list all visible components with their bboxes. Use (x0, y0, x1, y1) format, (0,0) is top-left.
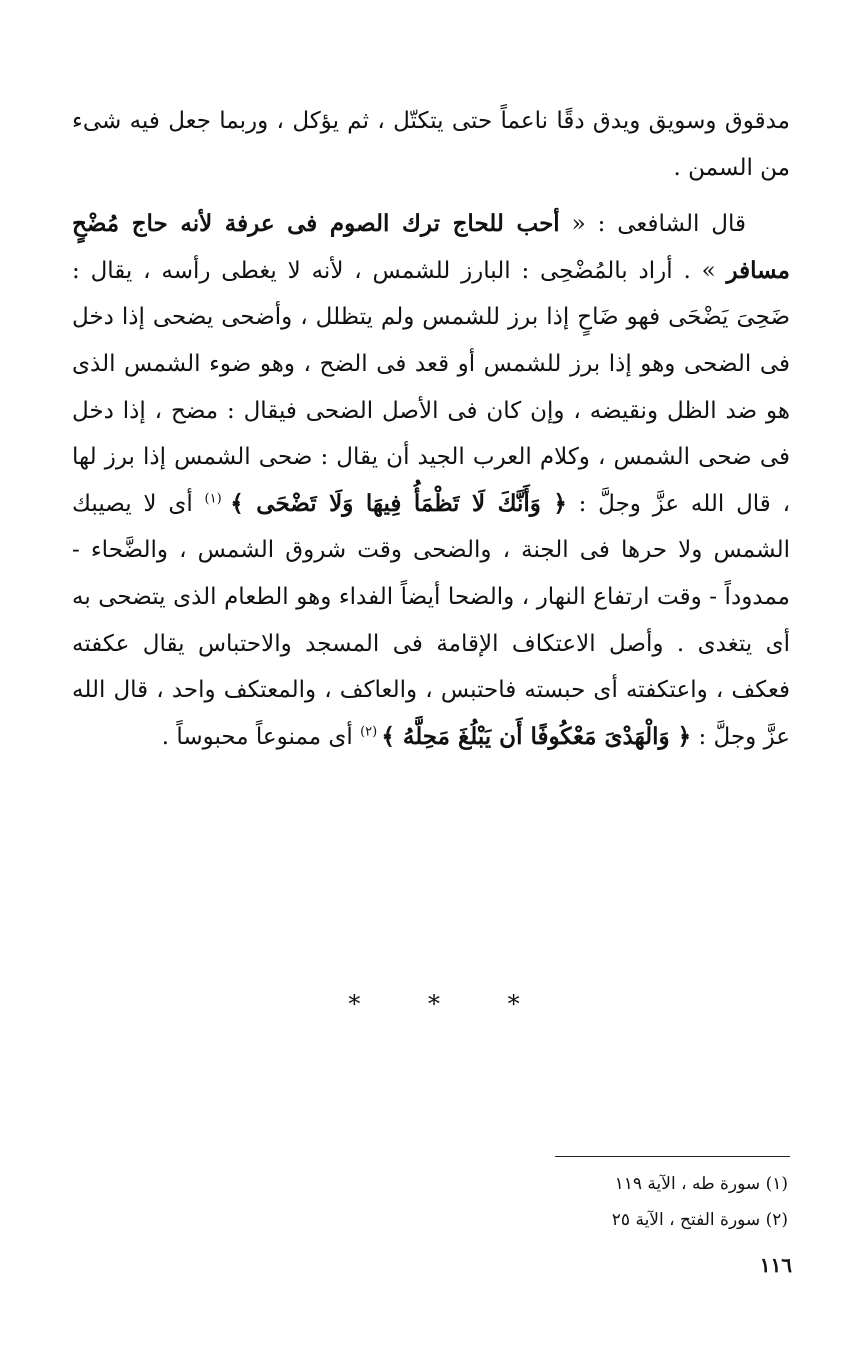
text-run: أى ممنوعاً محبوساً . (161, 723, 361, 750)
text-run: قال الشافعى : « (559, 211, 746, 238)
footnote-reference: (٢) (360, 724, 382, 740)
footnotes (400, 1166, 788, 1238)
footnote-reference: (١) (204, 491, 231, 507)
text-run: أى لا يصيبك الشمس ولا حرها فى الجنة ، والضحى وقت شروق الشمس ، والضَّحاء - ممدوداً - وقت ارتفاع النهار ، والضحا أيضاً الفداء وهو الطعام الذى يتضحى به أى يتغدى . وأصل الاعتكاف الإقامة فى المسجد والاحتباس يقال عكفته فعكف ، واعتكفته أى حبسته فاحتبس ، والعاكف ، والمعتكف واحد ، قال الله عزَّ وجلَّ : (72, 490, 790, 750)
footnote: (٢) سورة الفتح ، الآية ٢٥ (611, 1210, 788, 1230)
text-run: » . أراد بالمُضْحِى : البارز للشمس ، لأنه لا يغطى رأسه ، يقال : ضَحِىَ يَضْحَى فهو ضَاحٍ إذا برز للشمس ولم يتظلل ، وأضحى يضحى إذا دخل فى الضحى وهو إذا برز للشمس أو قعد فى الضح ، وهو ضوء الشمس الذى هو ضد الظل ونقيضه ، وإن كان فى الأصل الضحى فيقال : مضح ، إذا دخل فى ضحى الشمس ، وكلام العرب الجيد أن يقال : ضحى الشمس إذا برز لها ، قال الله عزَّ وجلَّ : (72, 257, 791, 517)
footnote: (١) سورة طه ، الآية ١١٩ (614, 1174, 788, 1194)
paragraph (72, 201, 790, 760)
footnote-separator (555, 1156, 790, 1157)
paragraph (72, 98, 790, 191)
bold-text-run: ﴿ وَالْهَدْىَ مَعْكُوفًا أَن يَبْلُغَ مَحِلَّهُ ﴾ (381, 722, 692, 750)
page-number: ١١٦ (759, 1253, 792, 1277)
main-text (72, 98, 790, 760)
bold-text-run: ﴿ وَأَنَّكَ لَا تَظْمَأُ فِيهَا وَلَا تَضْحَى ﴾ (230, 489, 567, 517)
text-run: مدقوق وسويق ويدق دقًا ناعماً حتى يتكتّل ، ثم يؤكل ، وربما جعل فيه شىء من السمن . (72, 108, 790, 181)
section-divider: * * * (348, 990, 550, 1018)
bold-text-run: أحب للحاج ترك الصوم فى عرفة لأنه حاج مُضْحٍ مسافر (72, 210, 790, 284)
